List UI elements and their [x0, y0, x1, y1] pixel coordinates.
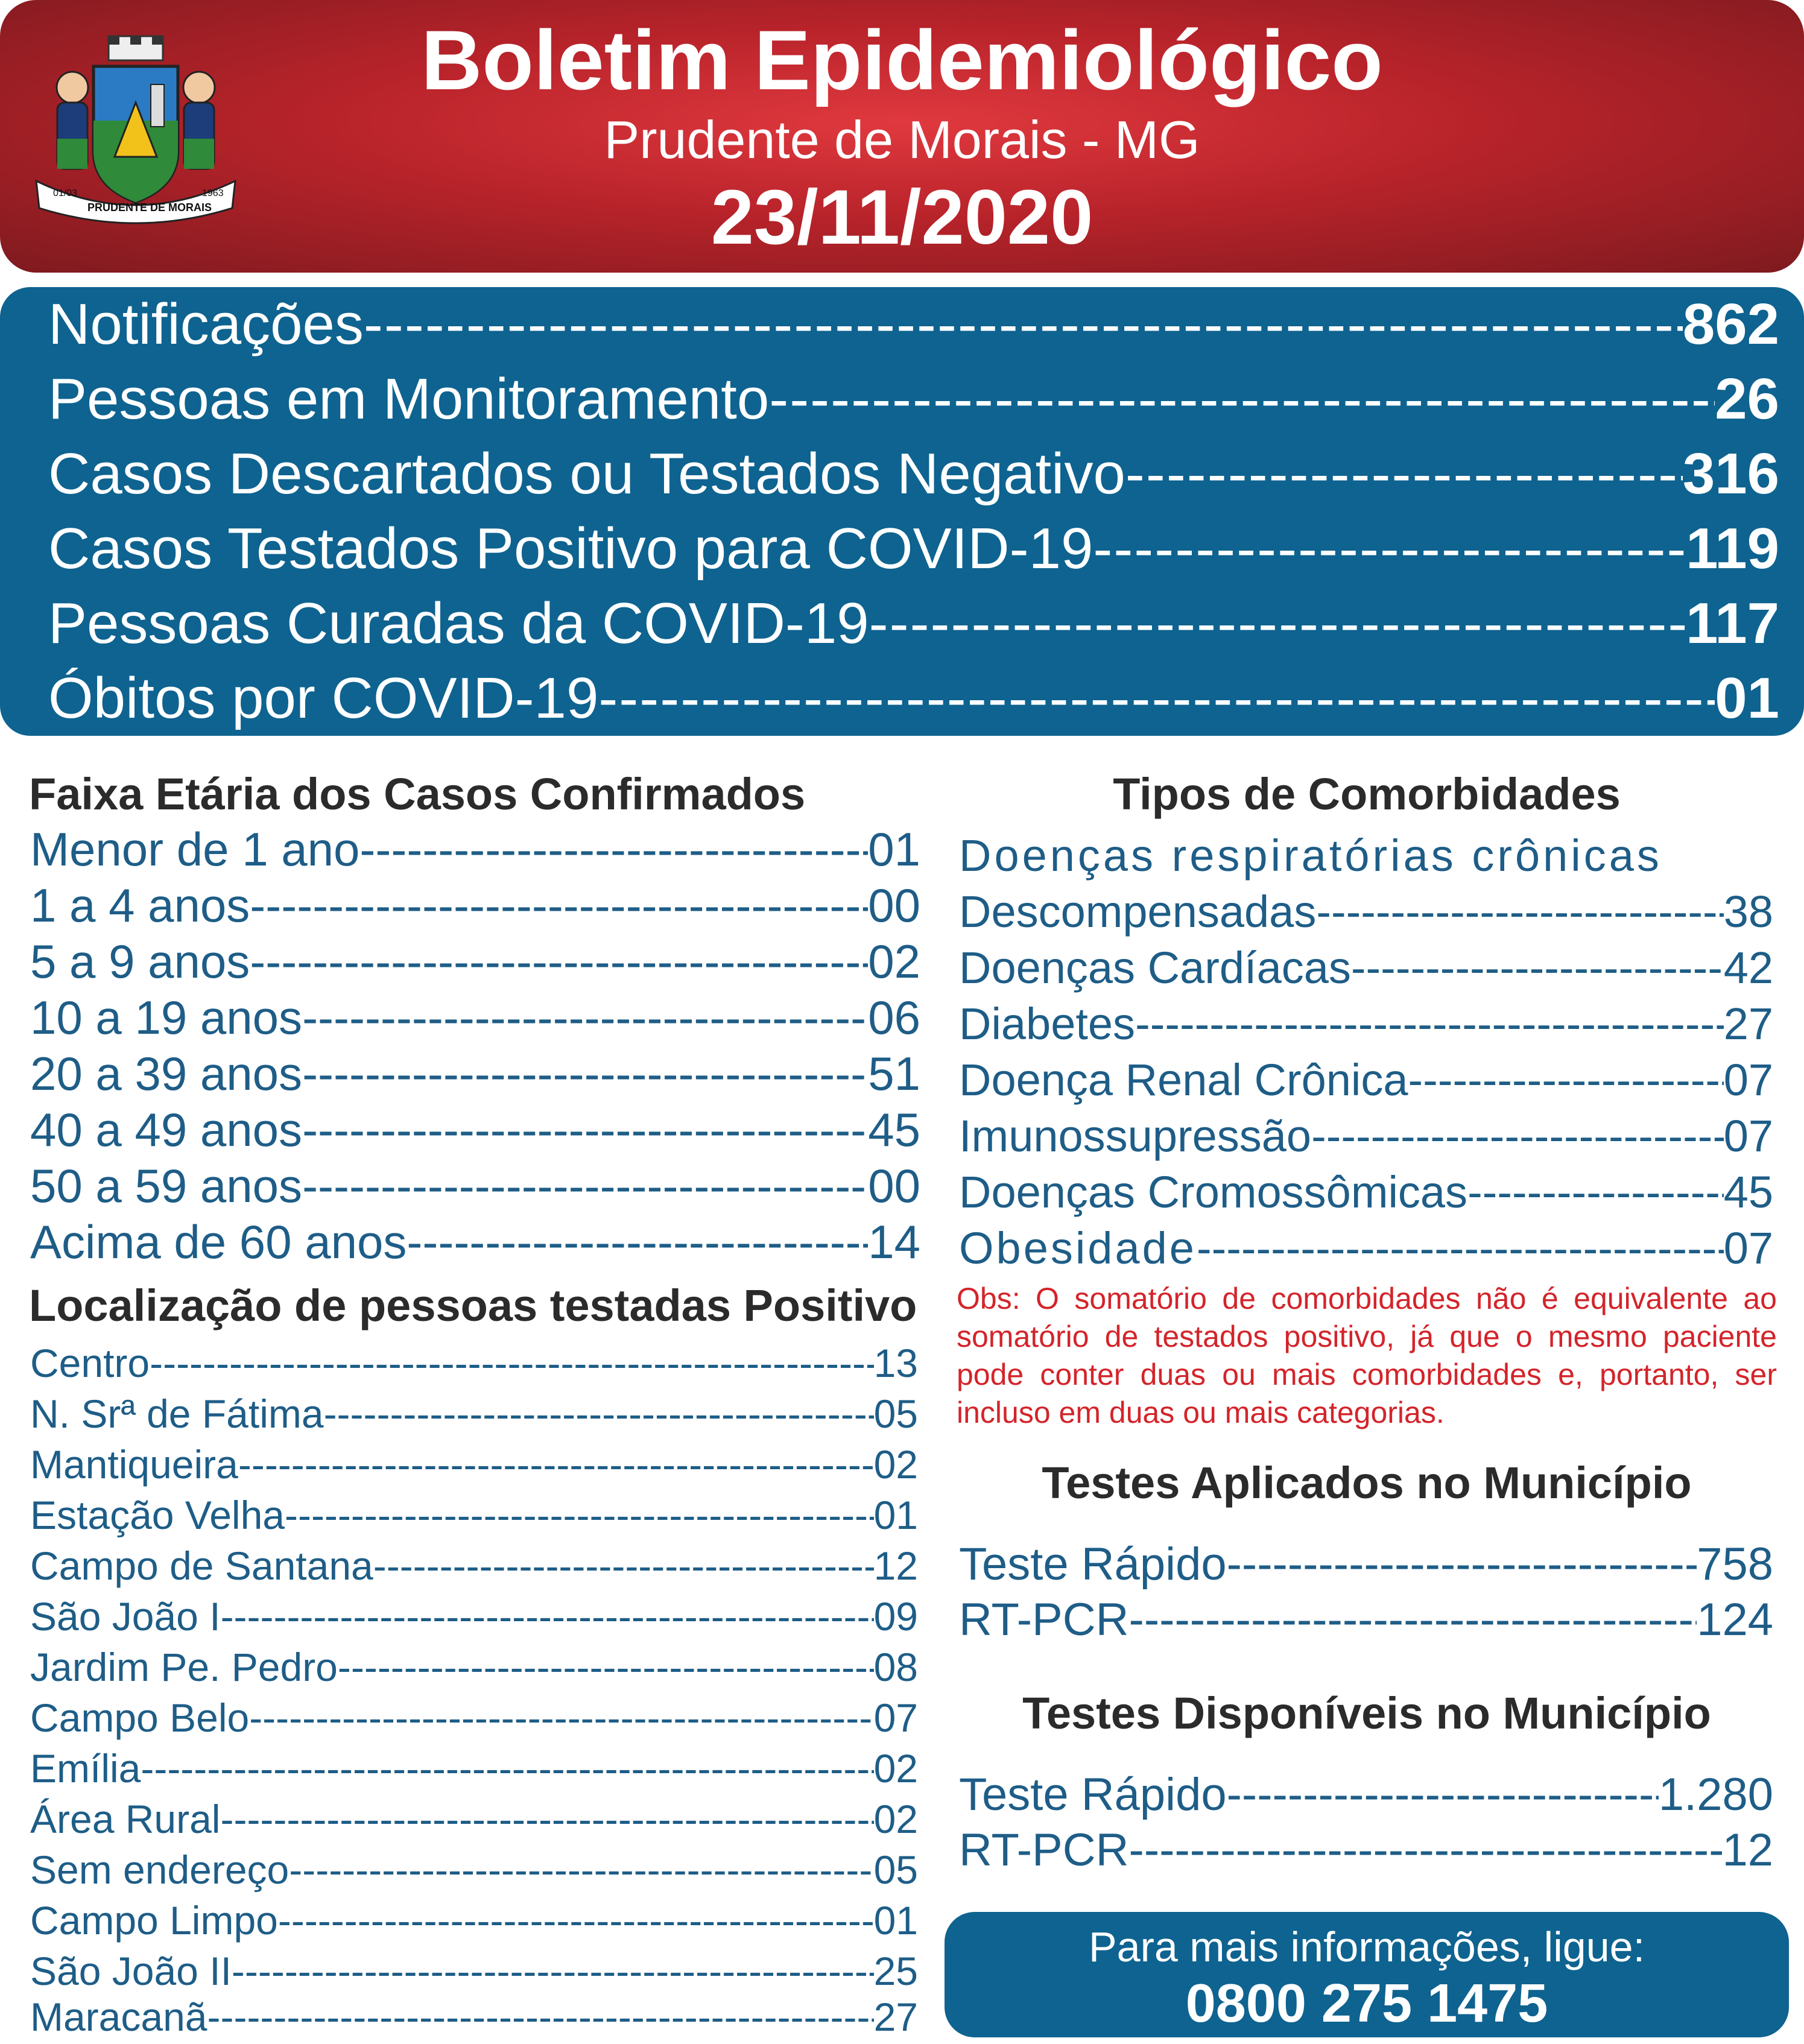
leader-dots — [302, 1046, 868, 1101]
summary-label: Pessoas em Monitoramento — [48, 367, 770, 431]
location-row — [30, 1540, 918, 1591]
leader-dots — [302, 1158, 868, 1213]
age-label: Menor de 1 ano — [30, 823, 360, 876]
summary-value: 862 — [1682, 292, 1779, 356]
contact-phone[interactable]: 0800 275 1475 — [1185, 1973, 1548, 2034]
location-value: 27 — [873, 1995, 918, 2039]
age-label: 10 a 19 anos — [30, 991, 303, 1044]
leader-dots — [278, 1895, 874, 1946]
location-value: 25 — [873, 1949, 918, 1993]
summary-label: Casos Testados Positivo para COVID-19 — [48, 516, 1093, 581]
leader-dots — [150, 1338, 873, 1388]
age-value: 51 — [868, 1047, 920, 1100]
leader-dots — [373, 1540, 874, 1591]
comorbidity-label: Doenças Cardíacas — [959, 943, 1351, 993]
comorbidity-label: Descompensadas — [959, 887, 1317, 937]
age-section-title: Faixa Etária dos Casos Confirmados — [29, 769, 806, 819]
location-row — [30, 1743, 918, 1794]
location-label: Estação Velha — [30, 1493, 285, 1537]
leader-dots — [285, 1490, 874, 1540]
comorbidity-first-line: Doenças respiratórias crônicas — [959, 831, 1662, 881]
location-value: 05 — [873, 1847, 918, 1892]
leader-dots — [1351, 940, 1724, 996]
test-value: 758 — [1697, 1539, 1773, 1590]
leader-dots — [250, 934, 868, 989]
leader-dots — [364, 287, 1683, 362]
age-row — [30, 1214, 920, 1270]
leader-dots — [1408, 1052, 1724, 1108]
age-row — [30, 1046, 920, 1101]
comorbidity-label: Doenças Cromossômicas — [959, 1167, 1468, 1217]
age-row — [30, 878, 920, 933]
leader-dots — [141, 1743, 873, 1794]
leader-dots — [1093, 511, 1686, 586]
comorbidity-label: Imunossupressão — [959, 1111, 1312, 1161]
location-label: São João I — [30, 1594, 221, 1639]
summary-value: 119 — [1686, 516, 1779, 581]
age-value: 00 — [868, 879, 920, 932]
leader-dots — [324, 1388, 874, 1439]
age-label: Acima de 60 anos — [30, 1215, 407, 1268]
comorbidity-value: 27 — [1723, 999, 1773, 1049]
summary-value: 01 — [1715, 666, 1779, 730]
comorbidity-section-title: Tipos de Comorbidades — [1113, 769, 1621, 819]
location-label: Campo de Santana — [30, 1543, 373, 1588]
summary-label: Casos Descartados ou Testados Negativo — [48, 441, 1125, 506]
test-label: RT-PCR — [959, 1594, 1129, 1645]
location-row — [30, 1338, 918, 1388]
location-section-title: Localização de pessoas testadas Positivo — [29, 1280, 917, 1330]
location-label: São João II — [30, 1949, 232, 1993]
location-row — [30, 1642, 918, 1692]
leader-dots — [1311, 1108, 1724, 1164]
leader-dots — [232, 1946, 874, 1996]
age-value: 06 — [868, 991, 920, 1044]
location-value: 01 — [873, 1898, 918, 1943]
age-row — [30, 990, 920, 1045]
leader-dots — [1125, 437, 1683, 511]
age-label: 20 a 39 anos — [30, 1047, 303, 1100]
comorbidity-row — [959, 1164, 1773, 1220]
leader-dots — [289, 1844, 873, 1895]
leader-dots — [1467, 1164, 1724, 1220]
location-value: 09 — [873, 1594, 918, 1639]
contact-box — [945, 1912, 1789, 2037]
location-value: 01 — [873, 1493, 918, 1537]
test-label: Teste Rápido — [959, 1769, 1227, 1820]
leader-dots — [1135, 996, 1724, 1052]
age-label: 50 a 59 anos — [30, 1159, 303, 1212]
tests-available-row — [959, 1823, 1773, 1878]
bulletin-title: Boletim Epidemiológico — [421, 13, 1383, 107]
leader-dots — [407, 1214, 868, 1270]
location-label: Emília — [30, 1746, 141, 1791]
comorbidity-value: 07 — [1723, 1055, 1773, 1105]
test-label: RT-PCR — [959, 1824, 1129, 1876]
location-row — [30, 1490, 918, 1540]
leader-dots — [302, 1102, 868, 1157]
location-row — [30, 1388, 918, 1439]
svg-text:PRUDENTE DE MORAIS: PRUDENTE DE MORAIS — [87, 201, 212, 214]
location-value: 02 — [873, 1797, 918, 1841]
comorbidity-row — [959, 996, 1773, 1052]
leader-dots — [1197, 1220, 1724, 1276]
bulletin-date: 23/11/2020 — [711, 174, 1093, 261]
leader-dots — [249, 1692, 873, 1743]
summary-row — [48, 362, 1779, 437]
tests-available-title: Testes Disponíveis no Município — [1022, 1688, 1711, 1738]
location-row — [30, 1895, 918, 1946]
svg-text:01/03: 01/03 — [53, 188, 78, 198]
location-value: 02 — [873, 1442, 918, 1487]
test-label: Teste Rápido — [959, 1539, 1227, 1590]
location-label: Jardim Pe. Pedro — [30, 1645, 338, 1689]
contact-caption: Para mais informações, ligue: — [1088, 1923, 1645, 1970]
summary-label: Notificações — [48, 292, 364, 356]
header-banner — [0, 0, 1804, 273]
location-label: Área Rural — [30, 1797, 221, 1841]
location-value: 13 — [873, 1341, 918, 1385]
leader-dots — [302, 990, 868, 1045]
location-row — [30, 1794, 918, 1844]
age-label: 40 a 49 anos — [30, 1103, 303, 1156]
location-row — [30, 1591, 918, 1642]
comorbidity-row — [959, 1220, 1773, 1276]
location-label: Maracanã — [30, 1995, 207, 2039]
leader-dots — [359, 821, 868, 877]
leader-dots — [220, 1794, 873, 1844]
tests-available-row — [959, 1767, 1773, 1823]
age-value: 00 — [868, 1159, 920, 1212]
tests-applied-row — [959, 1537, 1773, 1592]
location-row — [30, 1692, 918, 1743]
summary-label: Óbitos por COVID-19 — [48, 666, 599, 730]
location-label: Campo Limpo — [30, 1898, 278, 1943]
leader-dots — [221, 1591, 874, 1642]
summary-panel — [0, 287, 1804, 736]
comorbidity-row — [959, 940, 1773, 996]
leader-dots — [1227, 1537, 1697, 1592]
leader-dots — [238, 1439, 874, 1490]
leader-dots — [769, 362, 1715, 437]
location-row — [30, 1439, 918, 1490]
svg-text:1963: 1963 — [202, 188, 224, 198]
comorbidity-value: 38 — [1723, 887, 1773, 937]
location-row — [30, 1844, 918, 1895]
comorbidity-value: 07 — [1723, 1111, 1773, 1161]
location-value: 12 — [873, 1543, 918, 1588]
leader-dots — [598, 661, 1715, 736]
comorbidity-row — [959, 884, 1773, 940]
age-label: 5 a 9 anos — [30, 935, 250, 988]
leader-dots — [207, 1992, 874, 2042]
leader-dots — [338, 1642, 874, 1692]
leader-dots — [1129, 1592, 1697, 1648]
comorbidity-row — [959, 1052, 1773, 1108]
age-row — [30, 934, 920, 989]
comorbidity-value: 45 — [1723, 1167, 1773, 1217]
location-value: 05 — [873, 1391, 918, 1436]
test-value: 1.280 — [1658, 1769, 1773, 1820]
location-value: 02 — [873, 1746, 918, 1791]
leader-dots — [1129, 1823, 1723, 1878]
tests-applied-title: Testes Aplicados no Município — [1042, 1458, 1692, 1508]
age-row — [30, 1158, 920, 1213]
location-value: 07 — [873, 1695, 918, 1740]
age-value: 01 — [868, 823, 920, 876]
age-row — [30, 821, 920, 877]
summary-row — [48, 511, 1779, 586]
summary-row — [48, 586, 1779, 661]
comorbidity-row — [959, 1108, 1773, 1164]
location-label: Sem endereço — [30, 1847, 290, 1892]
summary-row — [48, 287, 1779, 362]
leader-dots — [1227, 1767, 1659, 1823]
location-row — [30, 1946, 918, 1996]
age-value: 45 — [868, 1103, 920, 1156]
comorbidity-label: Doença Renal Crônica — [959, 1055, 1408, 1105]
location-label: Campo Belo — [30, 1695, 250, 1740]
location-label: N. Srª de Fátima — [30, 1391, 324, 1436]
summary-row — [48, 437, 1779, 511]
leader-dots — [869, 586, 1686, 661]
city-subtitle: Prudente de Morais - MG — [604, 110, 1200, 169]
comorbidity-label: Obesidade — [959, 1223, 1197, 1273]
summary-value: 316 — [1682, 441, 1779, 506]
location-label: Mantiqueira — [30, 1442, 238, 1487]
comorbidity-note: Obs: O somatório de comorbidades não é equivalente ao somatório de testados positivo, já que o mesmo paciente pode conter duas ou mais comorbidades e, portanto, ser incluso em duas ou mais categorias. — [957, 1282, 1777, 1429]
age-value: 14 — [868, 1215, 920, 1268]
summary-value: 117 — [1686, 591, 1779, 656]
age-label: 1 a 4 anos — [30, 879, 250, 932]
age-value: 02 — [868, 935, 920, 988]
comorbidity-value: 42 — [1723, 943, 1773, 993]
comorbidity-value: 07 — [1723, 1223, 1773, 1273]
test-value: 124 — [1697, 1594, 1773, 1645]
age-row — [30, 1102, 920, 1157]
test-value: 12 — [1722, 1824, 1773, 1876]
leader-dots — [1316, 884, 1723, 940]
location-label: Centro — [30, 1341, 150, 1385]
location-value: 08 — [873, 1645, 918, 1689]
summary-label: Pessoas Curadas da COVID-19 — [48, 591, 869, 656]
leader-dots — [250, 878, 868, 933]
comorbidity-label: Diabetes — [959, 999, 1136, 1049]
summary-row — [48, 661, 1779, 736]
tests-applied-row — [959, 1592, 1773, 1648]
location-row — [30, 1992, 918, 2042]
summary-value: 26 — [1715, 367, 1779, 431]
